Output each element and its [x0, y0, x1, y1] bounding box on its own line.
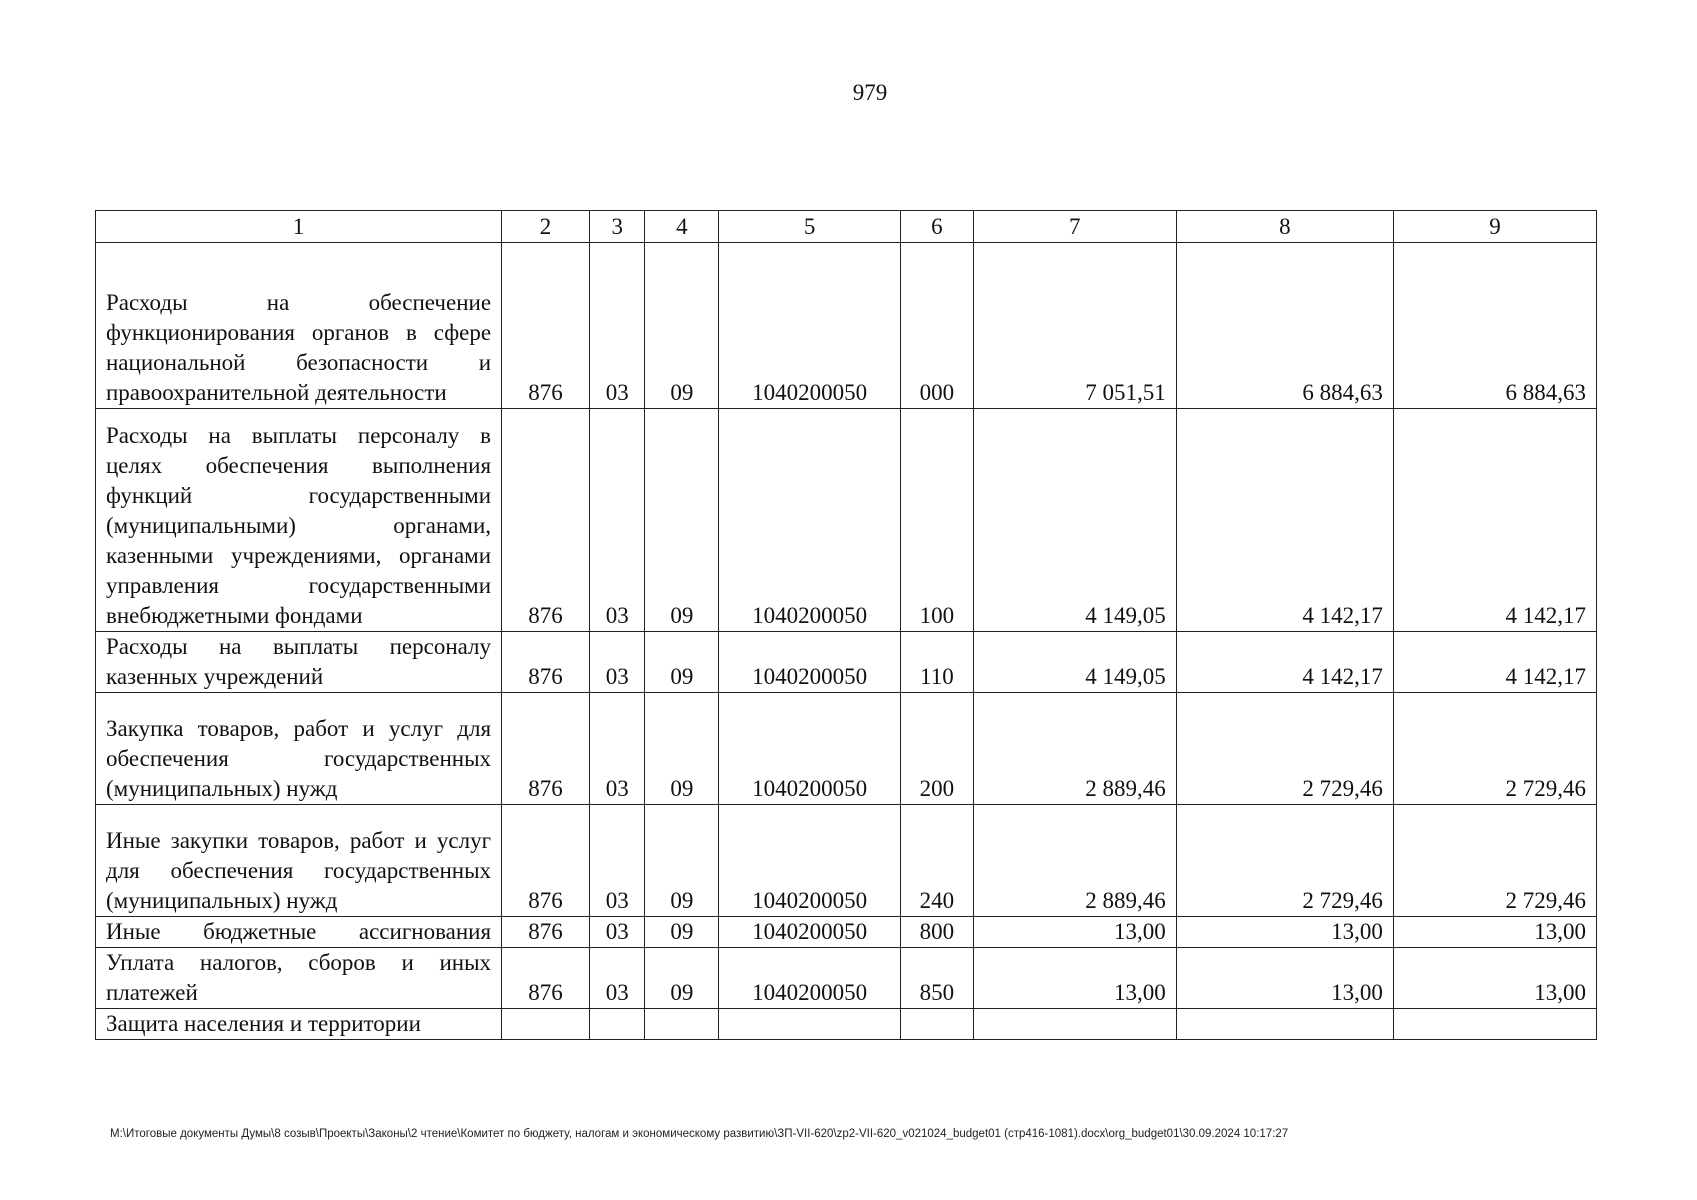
amount-col7-cell: 2 889,46 [973, 693, 1176, 805]
subsection-code-cell: 09 [645, 948, 719, 1009]
amount-col8-cell: 2 729,46 [1176, 805, 1393, 917]
budget-table-body [96, 211, 1597, 1040]
expense-name-cell: Иные бюджетные ассигнования [96, 917, 502, 948]
target-article-cell: 1040200050 [719, 632, 901, 693]
target-article-cell: 1040200050 [719, 409, 901, 632]
amount-col8-cell: 4 142,17 [1176, 632, 1393, 693]
expense-type-cell: 850 [901, 948, 974, 1009]
expense-name-cell: Расходы на выплаты персоналу в целях обеспечения выполнения функций государственными (муниципальными) органами, казенными учреждениями, органами управления государственными внебюджетными фондами [96, 409, 502, 632]
amount-col7-cell: 4 149,05 [973, 409, 1176, 632]
target-article-cell: 1040200050 [719, 948, 901, 1009]
table-row [96, 693, 1597, 805]
section-code-cell: 03 [589, 917, 645, 948]
amount-col7-cell: 7 051,51 [973, 243, 1176, 409]
section-code-cell: 03 [589, 632, 645, 693]
amount-col8-cell: 4 142,17 [1176, 409, 1393, 632]
table-row [96, 409, 1597, 632]
amount-col9-cell: 4 142,17 [1393, 632, 1596, 693]
section-code-cell: 03 [589, 805, 645, 917]
section-code-cell: 03 [589, 693, 645, 805]
expense-name-cell: Расходы на обеспечение функционирования органов в сфере национальной безопасности и правоохранительной деятельности [96, 243, 502, 409]
column-number-4: 4 [645, 211, 719, 243]
table-row [96, 805, 1597, 917]
amount-col9-cell [1393, 1009, 1596, 1040]
expense-type-cell: 000 [901, 243, 974, 409]
amount-col9-cell: 6 884,63 [1393, 243, 1596, 409]
amount-col8-cell: 13,00 [1176, 917, 1393, 948]
column-number-5: 5 [719, 211, 901, 243]
column-number-1: 1 [96, 211, 502, 243]
column-number-8: 8 [1176, 211, 1393, 243]
target-article-cell: 1040200050 [719, 243, 901, 409]
subsection-code-cell: 09 [645, 409, 719, 632]
expense-name-cell: Расходы на выплаты персоналу казенных учреждений [96, 632, 502, 693]
expense-type-cell [901, 1009, 974, 1040]
section-code-cell: 03 [589, 948, 645, 1009]
expense-type-cell: 240 [901, 805, 974, 917]
ministry-code-cell: 876 [502, 948, 590, 1009]
subsection-code-cell: 09 [645, 805, 719, 917]
ministry-code-cell: 876 [502, 805, 590, 917]
amount-col7-cell: 2 889,46 [973, 805, 1176, 917]
section-code-cell: 03 [589, 409, 645, 632]
amount-col7-cell: 13,00 [973, 948, 1176, 1009]
expense-type-cell: 100 [901, 409, 974, 632]
ministry-code-cell: 876 [502, 693, 590, 805]
target-article-cell: 1040200050 [719, 805, 901, 917]
column-number-7: 7 [973, 211, 1176, 243]
table-row [96, 948, 1597, 1009]
section-code-cell: 03 [589, 243, 645, 409]
ministry-code-cell: 876 [502, 243, 590, 409]
ministry-code-cell [502, 1009, 590, 1040]
subsection-code-cell: 09 [645, 632, 719, 693]
page-number: 979 [852, 80, 888, 105]
subsection-code-cell: 09 [645, 917, 719, 948]
subsection-code-cell: 09 [645, 693, 719, 805]
amount-col9-cell: 2 729,46 [1393, 693, 1596, 805]
table-row [96, 917, 1597, 948]
amount-col7-cell [973, 1009, 1176, 1040]
amount-col8-cell [1176, 1009, 1393, 1040]
expense-name-cell: Иные закупки товаров, работ и услуг для обеспечения государственных (муниципальных) нужд [96, 805, 502, 917]
table-row [96, 243, 1597, 409]
amount-col9-cell: 13,00 [1393, 917, 1596, 948]
target-article-cell: 1040200050 [719, 693, 901, 805]
amount-col8-cell: 6 884,63 [1176, 243, 1393, 409]
expense-name-cell: Защита населения и территории [96, 1009, 502, 1040]
column-number-6: 6 [901, 211, 974, 243]
table-header-row [96, 211, 1597, 243]
amount-col8-cell: 2 729,46 [1176, 693, 1393, 805]
column-number-9: 9 [1393, 211, 1596, 243]
budget-table [95, 210, 1597, 1040]
amount-col9-cell: 13,00 [1393, 948, 1596, 1009]
amount-col8-cell: 13,00 [1176, 948, 1393, 1009]
expense-name-cell: Закупка товаров, работ и услуг для обеспечения государственных (муниципальных) нужд [96, 693, 502, 805]
column-number-3: 3 [589, 211, 645, 243]
ministry-code-cell: 876 [502, 409, 590, 632]
amount-col9-cell: 4 142,17 [1393, 409, 1596, 632]
ministry-code-cell: 876 [502, 917, 590, 948]
section-code-cell [589, 1009, 645, 1040]
table-row [96, 632, 1597, 693]
expense-type-cell: 800 [901, 917, 974, 948]
expense-name-cell: Уплата налогов, сборов и иных платежей [96, 948, 502, 1009]
amount-col7-cell: 4 149,05 [973, 632, 1176, 693]
budget-table-container [95, 210, 1597, 1040]
table-row [96, 1009, 1597, 1040]
amount-col9-cell: 2 729,46 [1393, 805, 1596, 917]
target-article-cell [719, 1009, 901, 1040]
subsection-code-cell [645, 1009, 719, 1040]
expense-type-cell: 200 [901, 693, 974, 805]
amount-col7-cell: 13,00 [973, 917, 1176, 948]
subsection-code-cell: 09 [645, 243, 719, 409]
target-article-cell: 1040200050 [719, 917, 901, 948]
footer-file-path: M:\Итоговые документы Думы\8 созыв\Проекты\Законы\2 чтение\Комитет по бюджету, налогам и экономическому развитию\ЗП-VII-620\zp2-VII-620_v021024_budget01 (стр416-1081).docx\org_budget01\30.09.2024 10:17:27 [110, 1128, 1289, 1140]
column-number-2: 2 [502, 211, 590, 243]
ministry-code-cell: 876 [502, 632, 590, 693]
expense-type-cell: 110 [901, 632, 974, 693]
